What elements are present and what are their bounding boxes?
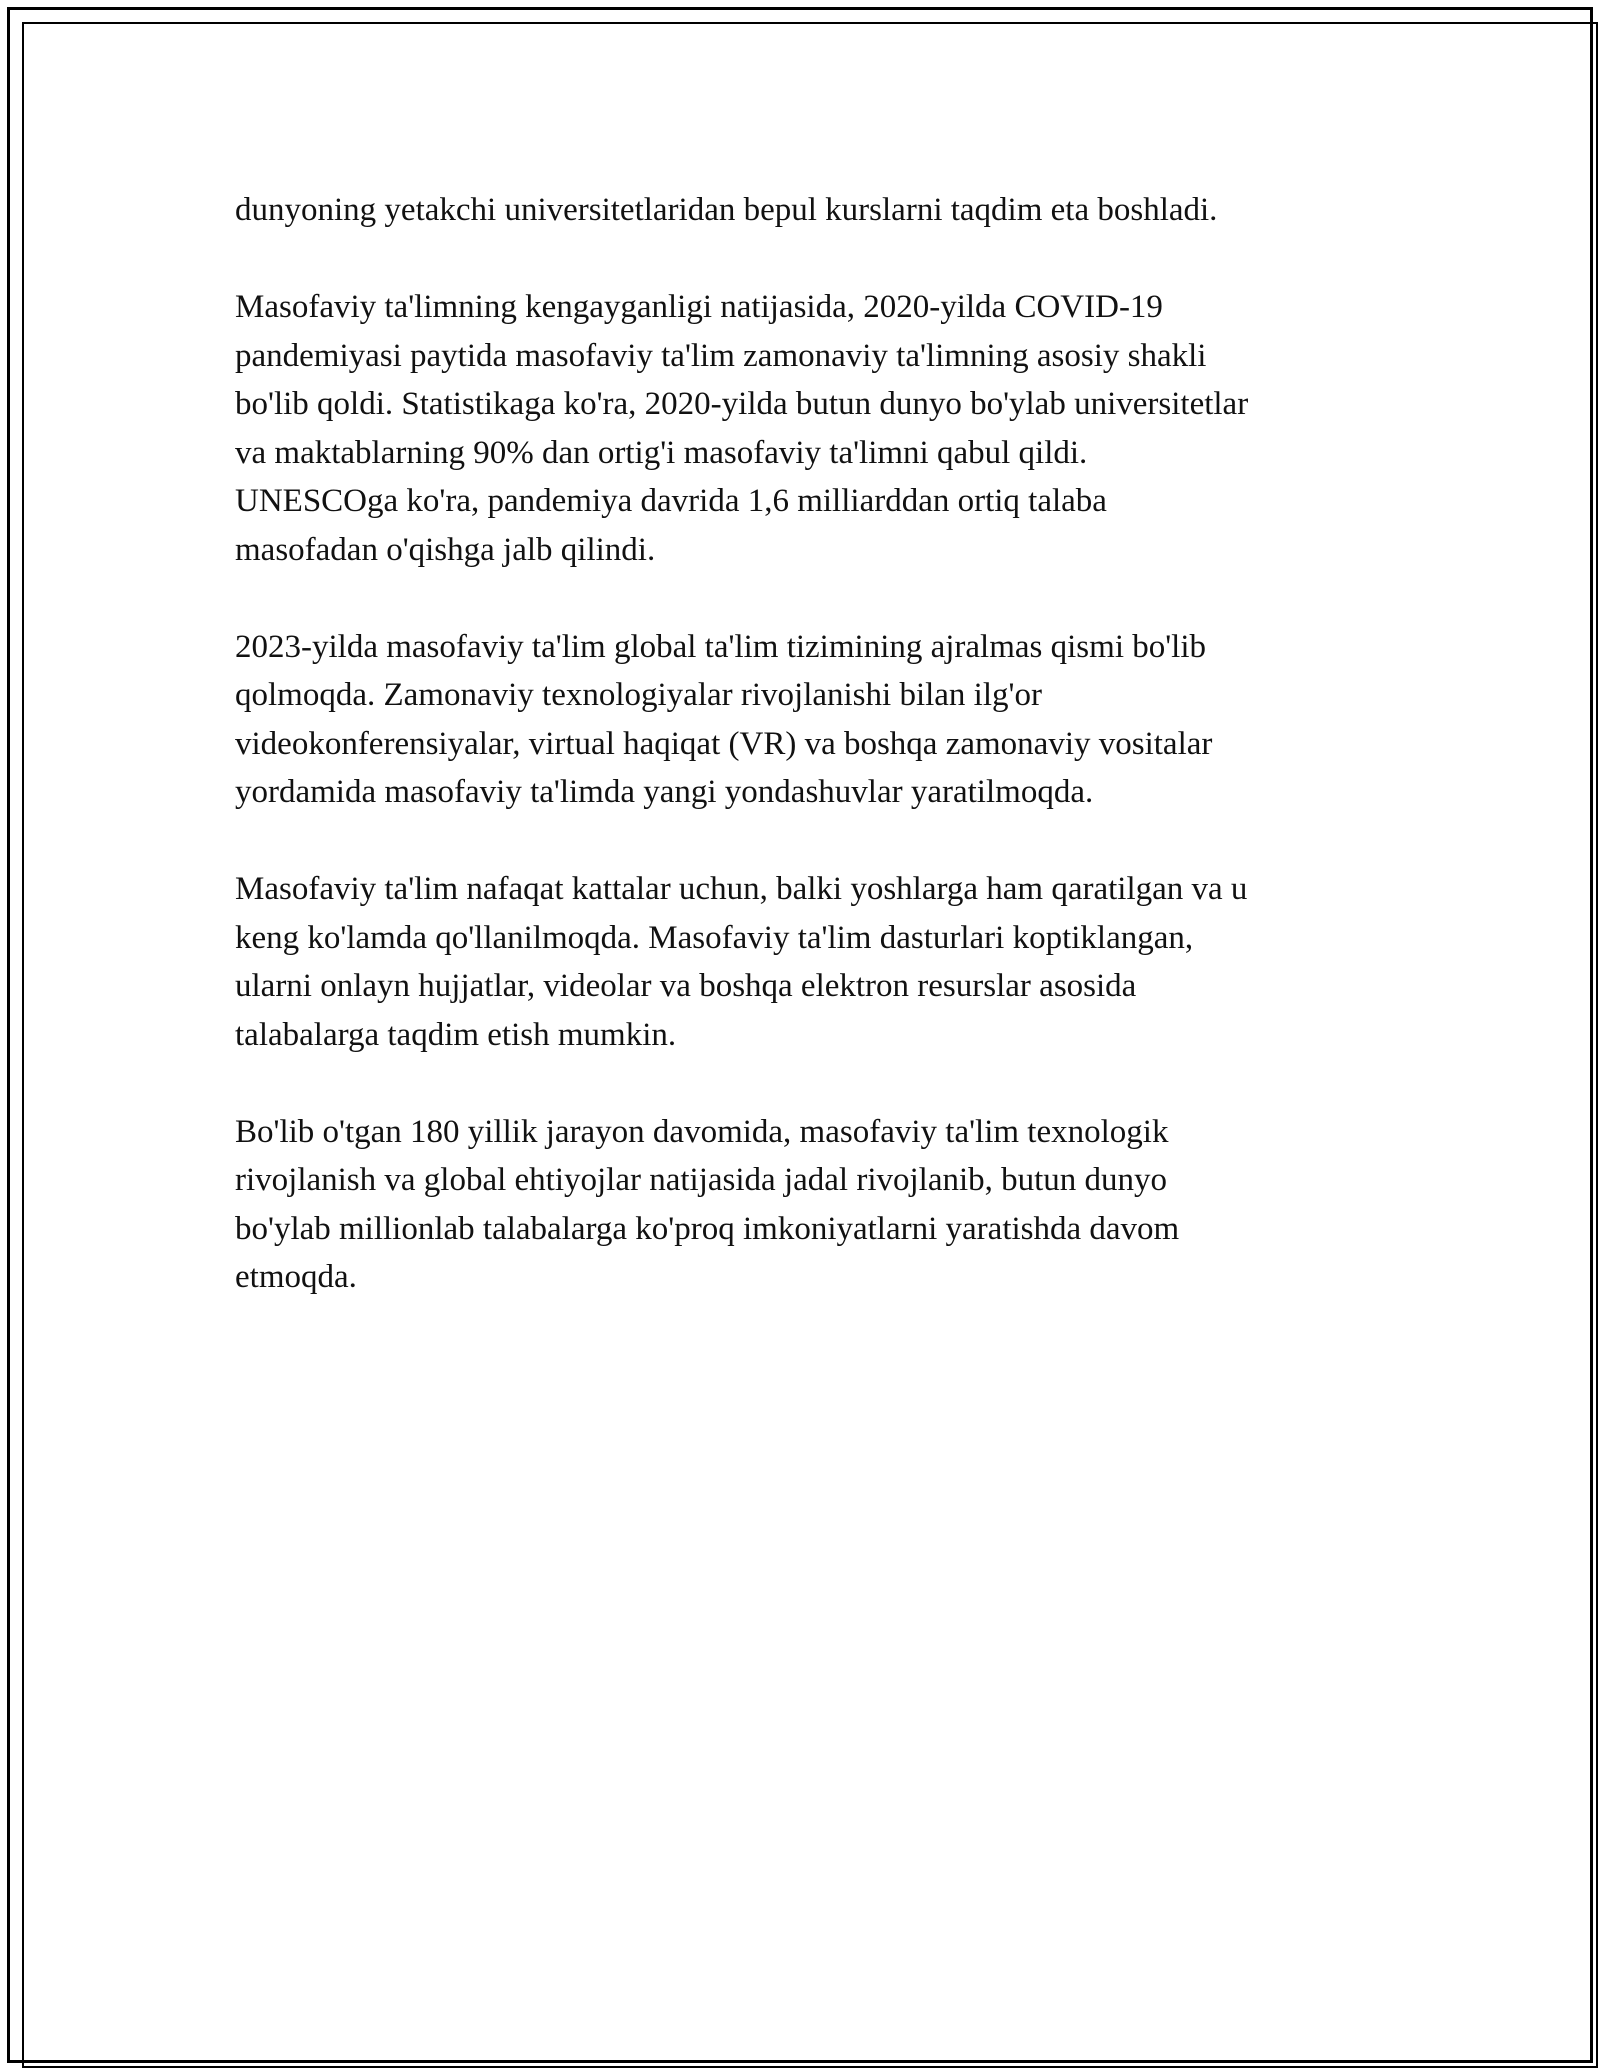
paragraph-line: pandemiyasi paytida masofaviy ta'lim zamonaviy ta'limning asosiy shakli <box>235 337 1207 374</box>
paragraph-5 <box>235 1108 1375 1302</box>
paragraph-line: masofadan o'qishga jalb qilindi. <box>235 531 656 568</box>
paragraph-line: Masofaviy ta'lim nafaqat kattalar uchun, balki yoshlarga ham qaratilgan va u <box>235 871 1248 907</box>
paragraph-line: keng ko'lamda qo'llanilmoqda. Masofaviy ta'lim dasturlari koptiklangan, <box>235 919 1194 956</box>
paragraph-3 <box>235 623 1375 817</box>
paragraph-line: yordamida masofaviy ta'limda yangi yondashuvlar yaratilmoqda. <box>235 774 1094 810</box>
paragraph-line: bo'ylab millionlab talabalarga ko'proq imkoniyatlarni yaratishda davom <box>235 1210 1180 1247</box>
document-body <box>235 186 1375 1350</box>
paragraph-line: Bo'lib o'tgan 180 yillik jarayon davomida, masofaviy ta'lim texnologik <box>235 1113 1169 1150</box>
paragraph-line: qolmoqda. Zamonaviy texnologiyalar rivojlanishi bilan ilg'or <box>235 677 1042 713</box>
paragraph-line: UNESCOga ko'ra, pandemiya davrida 1,6 milliarddan ortiq talaba <box>235 483 1107 519</box>
paragraph-line: dunyoning yetakchi universitetlaridan bepul kurslarni taqdim eta boshladi. <box>235 192 1218 228</box>
paragraph-4 <box>235 865 1375 1059</box>
paragraph-line: videokonferensiyalar, virtual haqiqat (VR) va boshqa zamonaviy vositalar <box>235 725 1213 762</box>
paragraph-line: 2023-yilda masofaviy ta'lim global ta'lim tizimining ajralmas qismi bo'lib <box>235 628 1207 665</box>
paragraph-line: va maktablarning 90% dan ortig'i masofaviy ta'limni qabul qildi. <box>235 434 1088 471</box>
paragraph-line: ularni onlayn hujjatlar, videolar va boshqa elektron resurslar asosida <box>235 968 1137 1004</box>
paragraph-line: talabalarga taqdim etish mumkin. <box>235 1016 677 1053</box>
paragraph-2 <box>235 283 1375 574</box>
paragraph-line: bo'lib qoldi. Statistikaga ko'ra, 2020-yilda butun dunyo bo'ylab universitetlar <box>235 386 1249 422</box>
paragraph-line: etmoqda. <box>235 1259 357 1295</box>
paragraph-line: Masofaviy ta'limning kengayganligi natijasida, 2020-yilda COVID-19 <box>235 289 1163 325</box>
paragraph-line: rivojlanish va global ehtiyojlar natijasida jadal rivojlanib, butun dunyo <box>235 1162 1168 1198</box>
paragraph-1 <box>235 186 1375 235</box>
